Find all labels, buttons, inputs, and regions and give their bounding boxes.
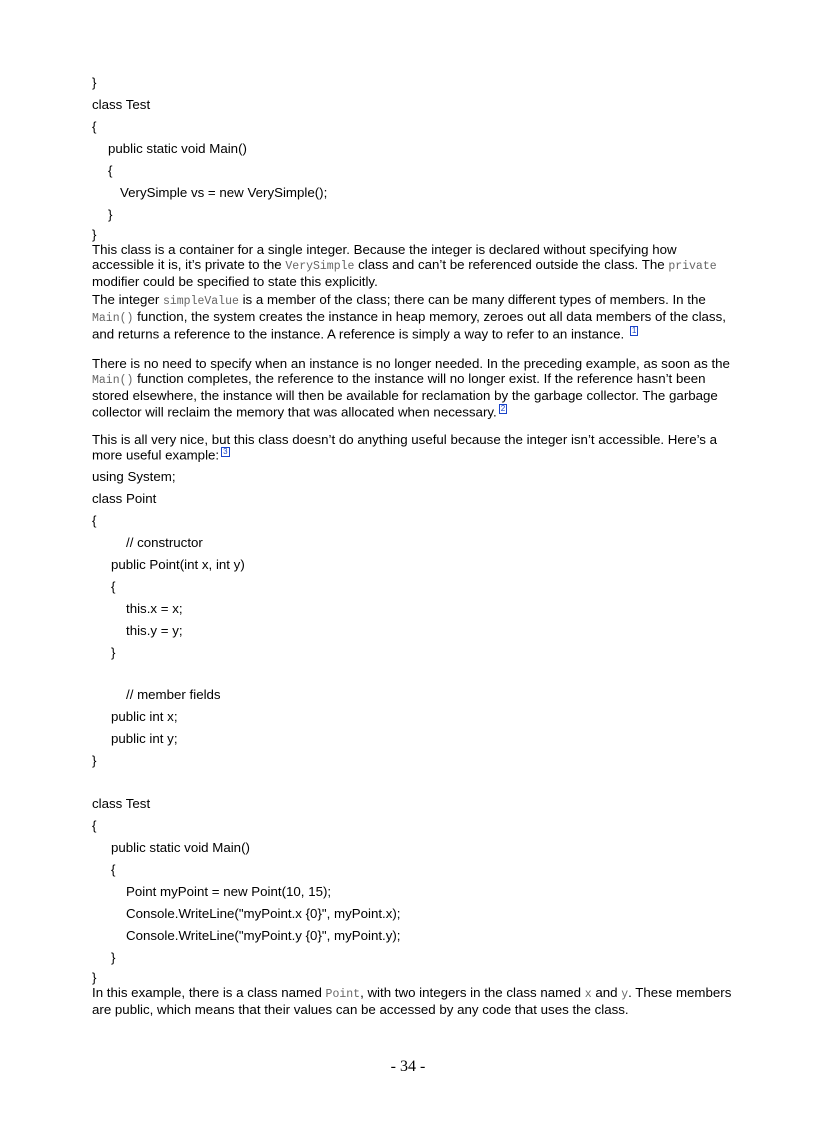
inline-code: Main() xyxy=(92,312,134,326)
code-line: } xyxy=(108,207,113,222)
text: modifier could be specified to state this explicitly. xyxy=(92,274,378,290)
code-line: public int x; xyxy=(111,709,178,724)
text: . These members are public, which means that their values can be accessed by any code that uses the class. xyxy=(92,985,732,1018)
code-line: } xyxy=(92,753,97,768)
code-line: } xyxy=(111,645,116,660)
text: , with two integers in the class named xyxy=(360,985,585,1000)
text: This is all very nice, but this class doesn’t do anything useful because the integer isn’t accessible. Here’s a more useful example: xyxy=(92,432,718,463)
inline-code: x xyxy=(584,988,592,1001)
code-line: public static void Main() xyxy=(111,840,250,855)
text: and xyxy=(591,985,622,1000)
paragraph-garbage-collection xyxy=(92,356,732,419)
text: function, the system creates the instance in heap memory, zeroes out all data members of the class, and returns a reference to the instance. A reference is simply a way to refer to an instance. xyxy=(92,309,726,342)
page-number: - 34 - xyxy=(390,1058,426,1075)
code-line: { xyxy=(92,513,97,528)
code-line: public int y; xyxy=(111,731,178,746)
code-line: // member fields xyxy=(126,687,221,702)
code-line: public Point(int x, int y) xyxy=(111,557,245,572)
paragraph-members xyxy=(92,292,732,342)
code-line: { xyxy=(108,163,113,178)
inline-code: Point xyxy=(325,988,361,1001)
text: class and can’t be referenced outside the class. The xyxy=(354,257,669,273)
code-line: public static void Main() xyxy=(108,141,247,156)
code-line: { xyxy=(111,862,116,877)
code-line: } xyxy=(111,950,116,965)
code-line: this.y = y; xyxy=(126,623,183,638)
inline-code: y xyxy=(621,988,629,1001)
text: function completes, the reference to the instance will no longer exist. If the reference hasn’t been stored elsewhere, the instance will then be available for reclamation by the garbage collector. The garbage collector will reclaim the memory that was allocated when necessary. xyxy=(92,371,718,420)
footnote-link[interactable]: 3 xyxy=(223,447,228,457)
code-line: Console.WriteLine("myPoint.y {0}", myPoint.y); xyxy=(126,928,401,943)
code-line: class Test xyxy=(92,97,151,112)
text: This class is a container for a single integer. Because the integer is declared without specifying how accessible it is, it’s private to the xyxy=(92,242,677,273)
code-line: // constructor xyxy=(126,535,203,550)
text: is a member of the class; there can be many different types of members. In the xyxy=(238,292,706,307)
code-line: { xyxy=(92,818,97,833)
code-line: this.x = x; xyxy=(126,601,183,616)
text: There is no need to specify when an instance is no longer needed. In the preceding example, as soon as the xyxy=(92,356,730,371)
inline-code: private xyxy=(668,260,717,274)
inline-code: VerySimple xyxy=(285,260,355,274)
code-line: } xyxy=(92,227,97,242)
text: In this example, there is a class named xyxy=(92,985,326,1000)
code-line: class Test xyxy=(92,796,151,811)
paragraph-point-explanation xyxy=(92,985,732,1017)
paragraph-intro xyxy=(92,242,732,290)
code-line: } xyxy=(92,970,97,985)
code-line: { xyxy=(92,119,97,134)
footnote-link[interactable]: 1 xyxy=(631,326,637,336)
paragraph-useful-example xyxy=(92,432,732,463)
code-line: } xyxy=(92,75,97,90)
footnote-link[interactable]: 2 xyxy=(500,403,506,413)
code-line: using System; xyxy=(92,469,176,484)
code-line: Point myPoint = new Point(10, 15); xyxy=(126,884,332,899)
code-line: VerySimple vs = new VerySimple(); xyxy=(120,185,328,200)
inline-code: simpleValue xyxy=(162,295,239,308)
code-line: class Point xyxy=(92,491,157,506)
code-line: Console.WriteLine("myPoint.x {0}", myPoint.x); xyxy=(126,906,401,921)
text: The integer xyxy=(92,292,163,307)
code-line: { xyxy=(111,579,116,594)
inline-code: Main() xyxy=(92,374,134,388)
